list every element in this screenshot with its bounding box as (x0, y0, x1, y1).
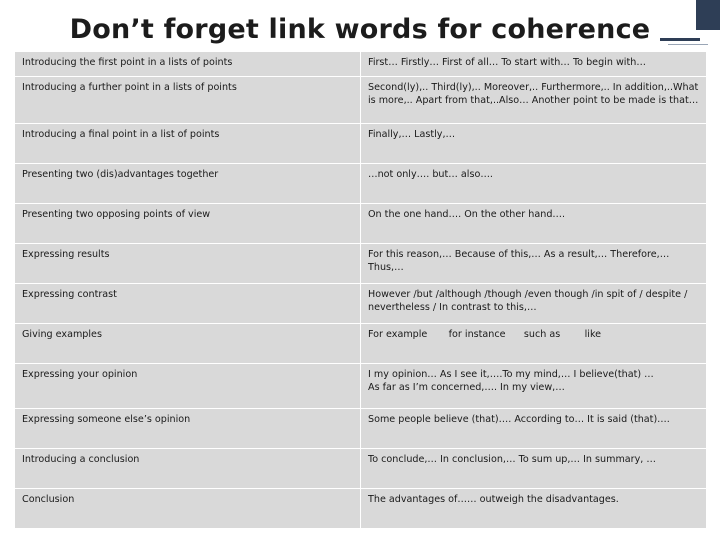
slide-title: Don’t forget link words for coherence (69, 14, 651, 45)
purpose-cell: Giving examples (15, 324, 361, 364)
purpose-cell: Expressing someone else’s opinion (15, 409, 361, 449)
table-row (15, 364, 707, 409)
examples-cell: For this reason,… Because of this,… As a result,… Therefore,… Thus,… (361, 244, 707, 284)
examples-cell: On the one hand…. On the other hand…. (361, 204, 707, 244)
link-words-table (14, 51, 707, 529)
examples-cell: Finally,… Lastly,… (361, 124, 707, 164)
table-row (15, 449, 707, 489)
purpose-cell: Presenting two (dis)advantages together (15, 164, 361, 204)
table-row (15, 244, 707, 284)
table-row (15, 409, 707, 449)
examples-cell: First… Firstly… First of all… To start with… To begin with… (361, 52, 707, 77)
table-row (15, 124, 707, 164)
examples-cell: The advantages of…… outweigh the disadvantages. (361, 489, 707, 529)
examples-cell: Some people believe (that)…. According to… It is said (that)…. (361, 409, 707, 449)
purpose-cell: Introducing a final point in a list of points (15, 124, 361, 164)
examples-cell: For example for instance such as like (361, 324, 707, 364)
table-row (15, 77, 707, 124)
purpose-cell: Presenting two opposing points of view (15, 204, 361, 244)
purpose-cell: Expressing results (15, 244, 361, 284)
table-row (15, 164, 707, 204)
table-row (15, 204, 707, 244)
examples-cell: Second(ly),.. Third(ly),.. Moreover,.. Furthermore,.. In addition,..What is more,.. Apart from that,..Also… Another point to be made is that… (361, 77, 707, 124)
table-row (15, 52, 707, 77)
table-row (15, 489, 707, 529)
examples-cell: …not only…. but… also…. (361, 164, 707, 204)
purpose-cell: Expressing contrast (15, 284, 361, 324)
table-row (15, 324, 707, 364)
examples-cell: I my opinion… As I see it,….To my mind,… I believe(that) … As far as I’m concerned,…. In my view,… (361, 364, 707, 409)
examples-cell: However /but /although /though /even though /in spit of / despite / nevertheless / In contrast to this,… (361, 284, 707, 324)
examples-cell: To conclude,… In conclusion,… To sum up,… In summary, … (361, 449, 707, 489)
purpose-cell: Introducing the first point in a lists of points (15, 52, 361, 77)
purpose-cell: Introducing a conclusion (15, 449, 361, 489)
table-row (15, 284, 707, 324)
purpose-cell: Introducing a further point in a lists of points (15, 77, 361, 124)
purpose-cell: Conclusion (15, 489, 361, 529)
purpose-cell: Expressing your opinion (15, 364, 361, 409)
